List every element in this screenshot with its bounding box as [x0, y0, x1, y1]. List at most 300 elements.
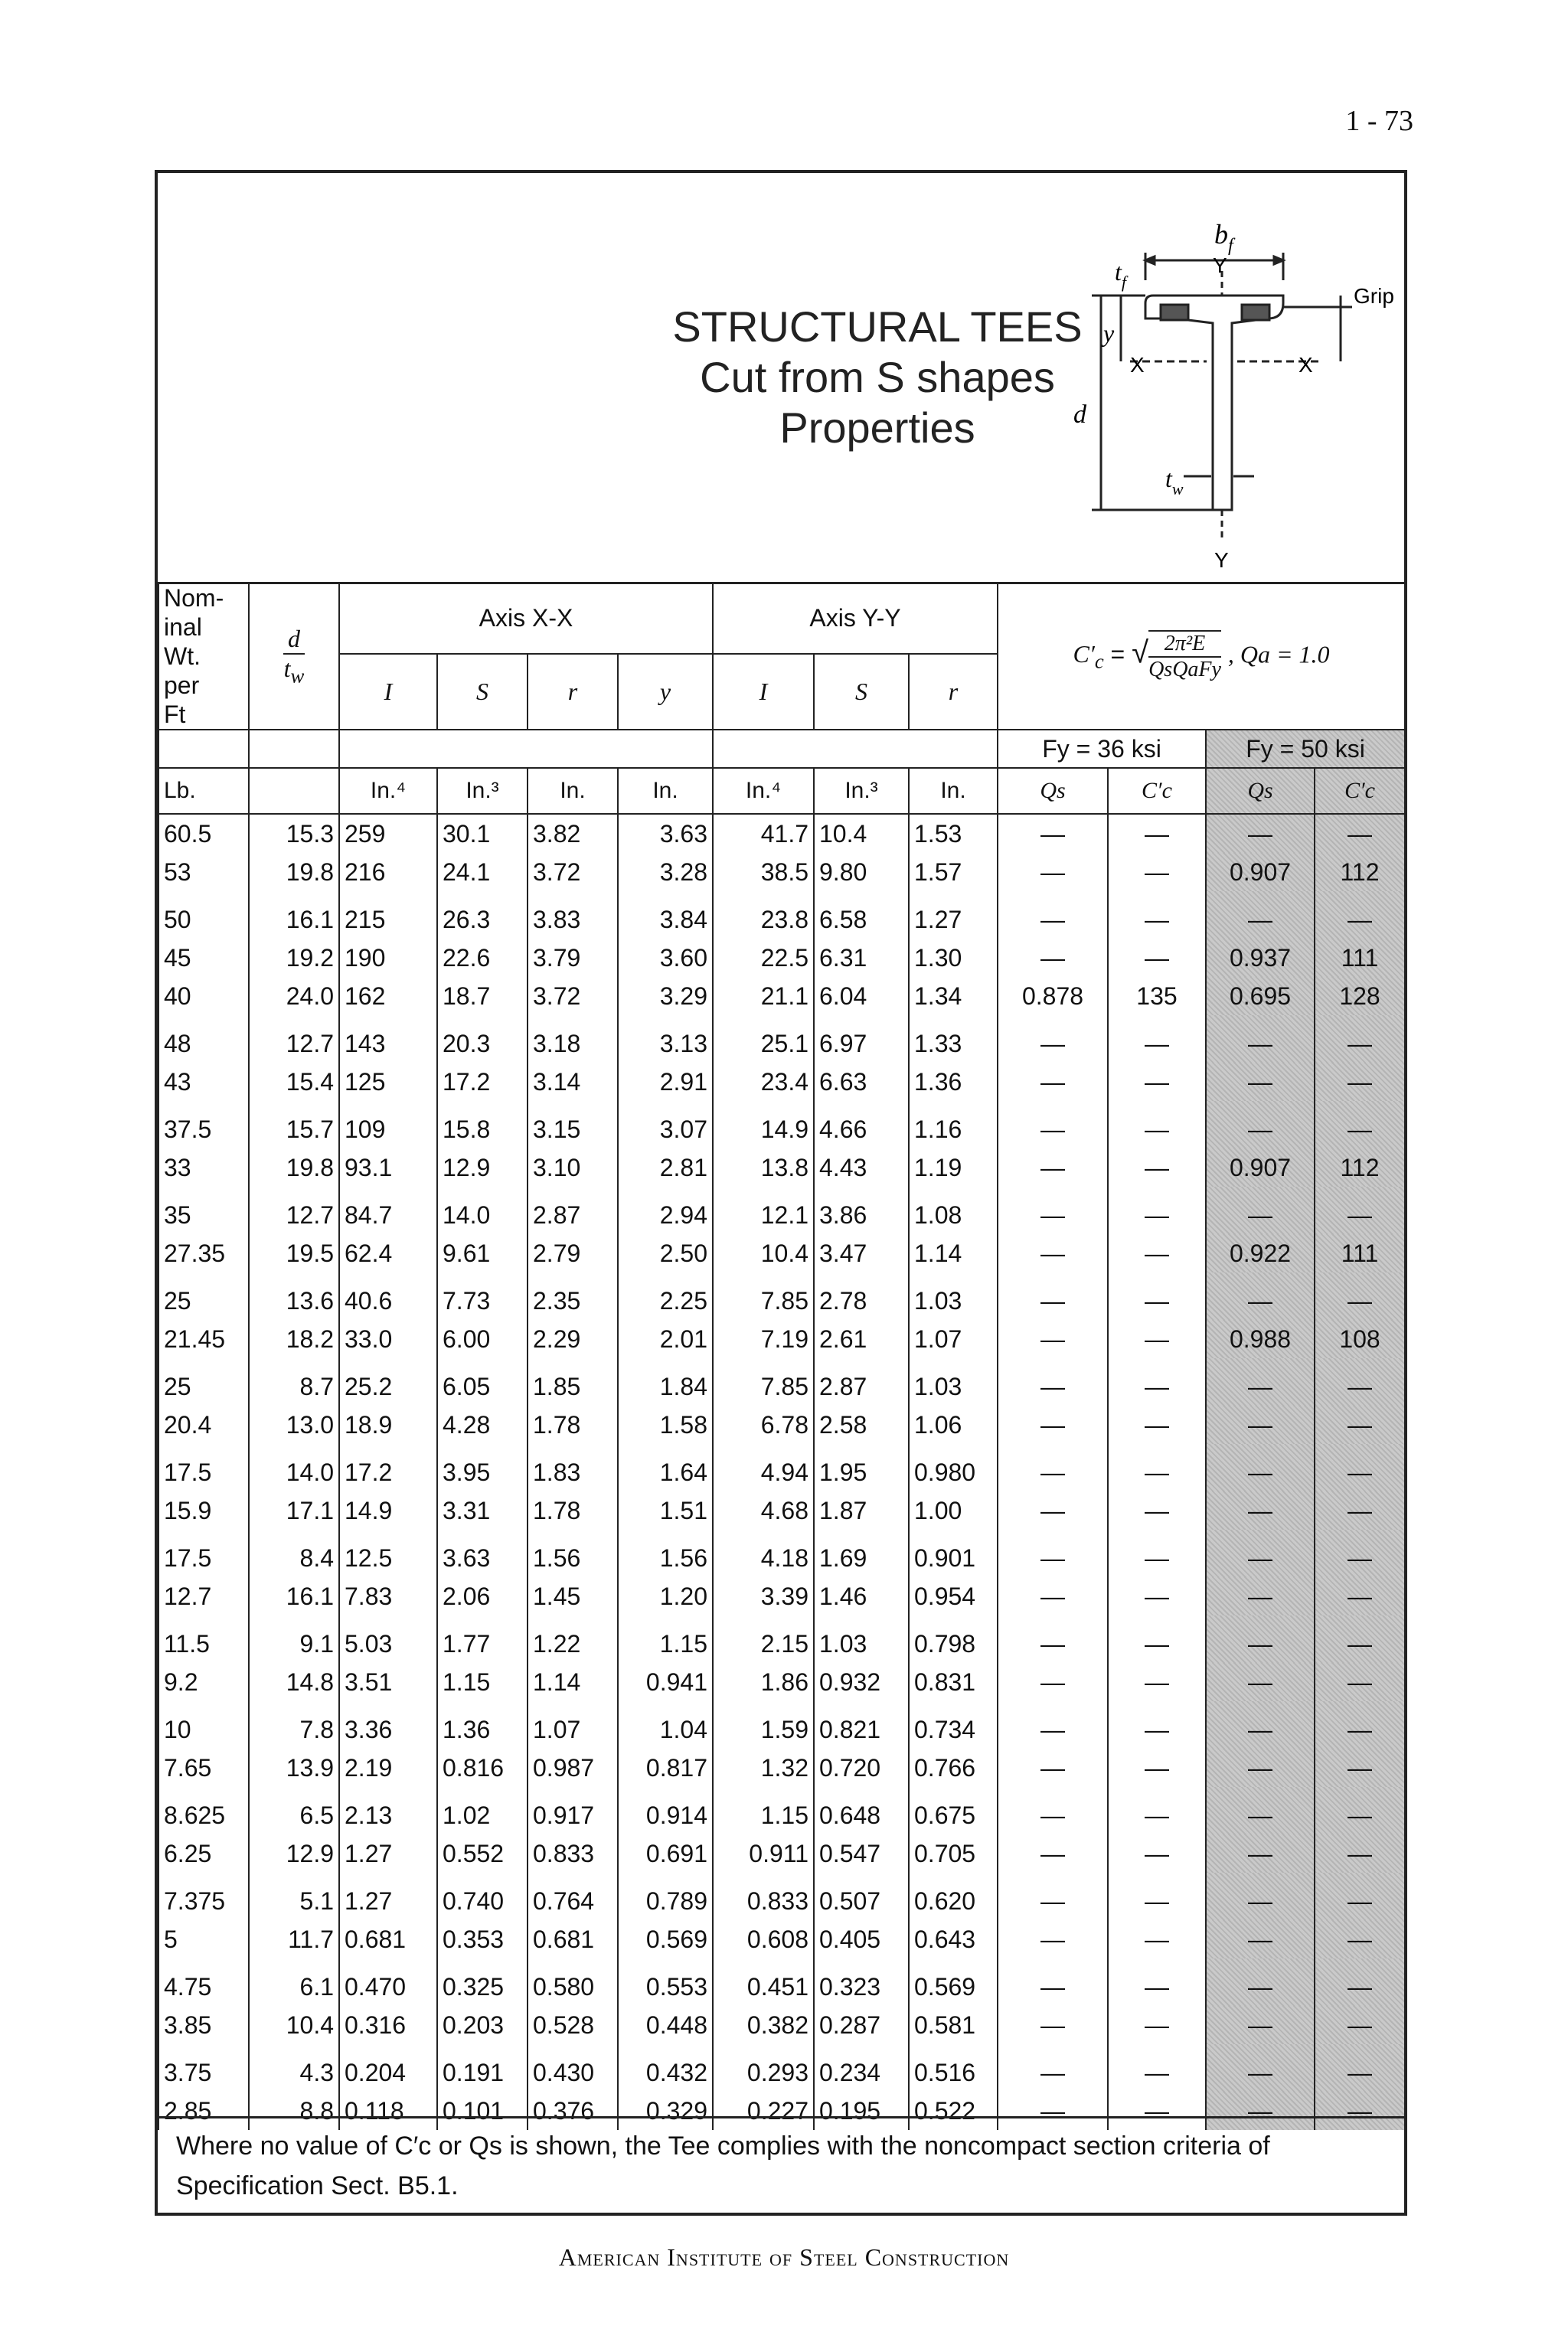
cell-Sx: 17.2: [437, 1063, 528, 1101]
cell-qs36: —: [998, 1530, 1108, 1577]
cell-qs36: —: [998, 1320, 1108, 1358]
cell-qs36: —: [998, 2006, 1108, 2044]
cell-rx: 3.82: [528, 814, 618, 853]
cell-cc50: —: [1315, 1958, 1405, 2006]
cell-dtw: 13.6: [249, 1272, 339, 1320]
cell-Sy: 0.323: [814, 1958, 909, 2006]
cell-cc36: —: [1108, 1787, 1206, 1834]
cell-Iy: 0.911: [713, 1834, 814, 1873]
cell-Ix: 62.4: [339, 1234, 437, 1272]
cell-ry: 1.06: [909, 1406, 998, 1444]
cell-y: 1.20: [618, 1577, 713, 1615]
cell-dtw: 19.8: [249, 1148, 339, 1187]
cell-Sx: 12.9: [437, 1148, 528, 1187]
cell-cc36: —: [1108, 853, 1206, 891]
table-row: [158, 1701, 1405, 1749]
cell-qs50: —: [1206, 1444, 1315, 1491]
cell-cc50: —: [1315, 1834, 1405, 1873]
cell-cc36: —: [1108, 2006, 1206, 2044]
cell-y: 1.58: [618, 1406, 713, 1444]
cell-Sx: 15.8: [437, 1101, 528, 1148]
cell-ry: 0.569: [909, 1958, 998, 2006]
cell-qs50: —: [1206, 1873, 1315, 1920]
cell-qs36: —: [998, 1615, 1108, 1663]
cell-cc36: —: [1108, 1615, 1206, 1663]
cell-Sx: 0.740: [437, 1873, 528, 1920]
d-tw-header: d $t_w$: [249, 583, 339, 730]
cell-cc36: —: [1108, 1834, 1206, 1873]
cell-rx: 0.376: [528, 2092, 618, 2130]
cell-qs50: —: [1206, 1577, 1315, 1615]
cell-dtw: 13.9: [249, 1749, 339, 1787]
cell-cc36: —: [1108, 1063, 1206, 1101]
cell-rx: 1.56: [528, 1530, 618, 1577]
cell-qs36: —: [998, 1063, 1108, 1101]
cell-qs50: —: [1206, 1920, 1315, 1958]
cell-qs50: —: [1206, 1358, 1315, 1406]
cell-Ix: 33.0: [339, 1320, 437, 1358]
cell-dtw: 11.7: [249, 1920, 339, 1958]
cell-qs50: —: [1206, 1187, 1315, 1234]
cell-wt: 17.5: [158, 1444, 249, 1491]
cell-cc36: —: [1108, 1406, 1206, 1444]
cell-y: 1.56: [618, 1530, 713, 1577]
diagram-tf: t: [1115, 258, 1122, 286]
cell-ry: 0.705: [909, 1834, 998, 1873]
cell-qs36: 0.878: [998, 977, 1108, 1015]
cell-Ix: 0.316: [339, 2006, 437, 2044]
cell-Sx: 4.28: [437, 1406, 528, 1444]
tee-section-diagram: [1015, 181, 1398, 579]
cell-rx: 3.79: [528, 939, 618, 977]
table-row: [158, 1272, 1405, 1320]
cell-y: 0.789: [618, 1873, 713, 1920]
diagram-grip: Grip: [1354, 284, 1394, 308]
cell-dtw: 14.8: [249, 1663, 339, 1701]
cell-qs50: 0.922: [1206, 1234, 1315, 1272]
cell-Iy: 12.1: [713, 1187, 814, 1234]
cell-Sy: 0.405: [814, 1920, 909, 1958]
cell-rx: 1.78: [528, 1491, 618, 1530]
cell-Sy: 2.58: [814, 1406, 909, 1444]
cell-qs50: —: [1206, 1101, 1315, 1148]
cell-cc50: —: [1315, 891, 1405, 939]
cell-cc50: —: [1315, 1101, 1405, 1148]
cell-wt: 40: [158, 977, 249, 1015]
table-row: [158, 1358, 1405, 1406]
table-row: [158, 977, 1405, 1015]
cell-Sx: 22.6: [437, 939, 528, 977]
cell-cc50: —: [1315, 1615, 1405, 1663]
cell-qs36: —: [998, 1148, 1108, 1187]
cell-cc50: —: [1315, 1491, 1405, 1530]
cell-Ix: 2.13: [339, 1787, 437, 1834]
cell-dtw: 14.0: [249, 1444, 339, 1491]
unit-y: In.: [618, 768, 713, 814]
cell-cc50: 111: [1315, 1234, 1405, 1272]
cell-qs36: —: [998, 1101, 1108, 1148]
cell-Ix: 2.19: [339, 1749, 437, 1787]
cell-Ix: 17.2: [339, 1444, 437, 1491]
cell-Sx: 6.00: [437, 1320, 528, 1358]
cell-cc36: —: [1108, 1920, 1206, 1958]
cell-cc50: 111: [1315, 939, 1405, 977]
table-row: [158, 891, 1405, 939]
cell-qs50: —: [1206, 1834, 1315, 1873]
diagram-tf-sub: f: [1121, 273, 1127, 292]
cell-qs50: —: [1206, 1015, 1315, 1063]
cell-cc36: —: [1108, 891, 1206, 939]
cell-wt: 25: [158, 1272, 249, 1320]
cell-qs50: —: [1206, 1406, 1315, 1444]
cell-Sx: 3.95: [437, 1444, 528, 1491]
cell-ry: 0.620: [909, 1873, 998, 1920]
cell-qs36: —: [998, 1834, 1108, 1873]
cell-Ix: 215: [339, 891, 437, 939]
diagram-tw-sub: w: [1171, 479, 1184, 498]
cell-cc50: —: [1315, 1272, 1405, 1320]
table-row: [158, 1101, 1405, 1148]
cell-cc50: —: [1315, 2092, 1405, 2130]
cell-Iy: 7.85: [713, 1272, 814, 1320]
unit-ix: In.⁴: [339, 768, 437, 814]
cell-ry: 0.798: [909, 1615, 998, 1663]
cell-cc36: —: [1108, 939, 1206, 977]
cell-cc50: —: [1315, 1663, 1405, 1701]
cell-ry: 1.07: [909, 1320, 998, 1358]
diagram-y-bottom: Y: [1214, 548, 1229, 572]
cell-Iy: 0.227: [713, 2092, 814, 2130]
cell-y: 1.64: [618, 1444, 713, 1491]
cell-Sx: 0.325: [437, 1958, 528, 2006]
cell-dtw: 12.7: [249, 1015, 339, 1063]
cell-Ix: 1.27: [339, 1834, 437, 1873]
cell-Ix: 93.1: [339, 1148, 437, 1187]
cell-Iy: 4.18: [713, 1530, 814, 1577]
cell-ry: 1.36: [909, 1063, 998, 1101]
cell-Sx: 1.36: [437, 1701, 528, 1749]
cell-Sy: 1.03: [814, 1615, 909, 1663]
cell-Sx: 7.73: [437, 1272, 528, 1320]
cell-y: 3.60: [618, 939, 713, 977]
cell-cc36: —: [1108, 1234, 1206, 1272]
cell-y: 3.84: [618, 891, 713, 939]
cell-ry: 0.954: [909, 1577, 998, 1615]
cell-Ix: 125: [339, 1063, 437, 1101]
cell-Sy: 2.87: [814, 1358, 909, 1406]
cell-cc36: —: [1108, 1577, 1206, 1615]
cell-rx: 3.83: [528, 891, 618, 939]
cell-ry: 0.980: [909, 1444, 998, 1491]
cell-dtw: 18.2: [249, 1320, 339, 1358]
unit-blank: [249, 768, 339, 814]
cell-rx: 1.85: [528, 1358, 618, 1406]
cell-Ix: 216: [339, 853, 437, 891]
diagram-d: d: [1073, 400, 1086, 429]
cell-cc36: —: [1108, 1663, 1206, 1701]
cell-cc50: —: [1315, 1787, 1405, 1834]
table-row: [158, 1834, 1405, 1873]
cell-dtw: 6.5: [249, 1787, 339, 1834]
cell-dtw: 8.4: [249, 1530, 339, 1577]
cell-Iy: 21.1: [713, 977, 814, 1015]
cell-cc36: —: [1108, 1530, 1206, 1577]
cell-rx: 3.72: [528, 853, 618, 891]
cell-cc50: —: [1315, 1063, 1405, 1101]
cell-Ix: 18.9: [339, 1406, 437, 1444]
cell-ry: 0.522: [909, 2092, 998, 2130]
cell-wt: 37.5: [158, 1101, 249, 1148]
cell-dtw: 9.1: [249, 1615, 339, 1663]
cell-dtw: 7.8: [249, 1701, 339, 1749]
cell-Sx: 0.552: [437, 1834, 528, 1873]
cell-Iy: 7.85: [713, 1358, 814, 1406]
cell-Iy: 13.8: [713, 1148, 814, 1187]
cell-wt: 33: [158, 1148, 249, 1187]
cell-Sy: 3.86: [814, 1187, 909, 1234]
unit-qs36: Qs: [998, 768, 1108, 814]
cell-qs50: —: [1206, 891, 1315, 939]
cell-ry: 1.57: [909, 853, 998, 891]
cell-cc50: —: [1315, 1920, 1405, 1958]
cell-cc50: —: [1315, 1015, 1405, 1063]
cell-Sy: 0.720: [814, 1749, 909, 1787]
cell-Sy: 0.287: [814, 2006, 909, 2044]
cell-Sx: 0.816: [437, 1749, 528, 1787]
cell-Iy: 41.7: [713, 814, 814, 853]
cell-Ix: 162: [339, 977, 437, 1015]
cell-qs50: 0.695: [1206, 977, 1315, 1015]
cell-cc36: —: [1108, 814, 1206, 853]
cell-cc50: —: [1315, 1358, 1405, 1406]
cell-wt: 3.75: [158, 2044, 249, 2092]
cell-qs36: —: [998, 1749, 1108, 1787]
cell-Ix: 143: [339, 1015, 437, 1063]
cell-wt: 4.75: [158, 1958, 249, 2006]
cell-cc50: —: [1315, 2044, 1405, 2092]
cell-y: 1.84: [618, 1358, 713, 1406]
cell-ry: 1.03: [909, 1358, 998, 1406]
cell-wt: 15.9: [158, 1491, 249, 1530]
cell-rx: 0.987: [528, 1749, 618, 1787]
cell-Sy: 0.547: [814, 1834, 909, 1873]
cell-wt: 8.625: [158, 1787, 249, 1834]
cell-qs36: —: [998, 1358, 1108, 1406]
cell-Sy: 1.95: [814, 1444, 909, 1491]
cell-dtw: 12.9: [249, 1834, 339, 1873]
cell-qs36: —: [998, 1406, 1108, 1444]
units-row: [158, 768, 1405, 814]
cell-Ix: 109: [339, 1101, 437, 1148]
header-row-1: [158, 583, 1405, 654]
cell-dtw: 12.7: [249, 1187, 339, 1234]
cell-qs36: —: [998, 814, 1108, 853]
cell-y: 2.50: [618, 1234, 713, 1272]
cell-Sy: 2.61: [814, 1320, 909, 1358]
cell-Iy: 22.5: [713, 939, 814, 977]
cell-dtw: 8.7: [249, 1358, 339, 1406]
cell-qs50: 0.937: [1206, 939, 1315, 977]
cell-Sy: 0.648: [814, 1787, 909, 1834]
cell-Iy: 6.78: [713, 1406, 814, 1444]
table-row: [158, 1491, 1405, 1530]
cell-y: 0.432: [618, 2044, 713, 2092]
cell-qs36: —: [998, 1663, 1108, 1701]
cell-wt: 60.5: [158, 814, 249, 853]
cell-y: 0.329: [618, 2092, 713, 2130]
cell-dtw: 15.3: [249, 814, 339, 853]
cell-Iy: 0.293: [713, 2044, 814, 2092]
table-row: [158, 1787, 1405, 1834]
diagram-y: y: [1103, 319, 1115, 347]
cell-cc36: —: [1108, 1701, 1206, 1749]
cell-Iy: 7.19: [713, 1320, 814, 1358]
cell-Sy: 9.80: [814, 853, 909, 891]
cell-qs50: —: [1206, 2092, 1315, 2130]
axis-xx-header: Axis X-X: [339, 583, 713, 654]
cell-dtw: 17.1: [249, 1491, 339, 1530]
cell-cc36: —: [1108, 1015, 1206, 1063]
cell-cc36: —: [1108, 2044, 1206, 2092]
cell-ry: 0.643: [909, 1920, 998, 1958]
cell-dtw: 15.4: [249, 1063, 339, 1101]
cell-cc36: —: [1108, 1444, 1206, 1491]
cell-ry: 1.14: [909, 1234, 998, 1272]
cell-Iy: 1.15: [713, 1787, 814, 1834]
cell-dtw: 13.0: [249, 1406, 339, 1444]
table-row: [158, 853, 1405, 891]
cell-Sy: 6.97: [814, 1015, 909, 1063]
cell-rx: 0.430: [528, 2044, 618, 2092]
title-line-1: STRUCTURAL TEES: [672, 302, 1083, 351]
cell-qs36: —: [998, 939, 1108, 977]
iy-header: I: [713, 654, 814, 730]
cell-y: 2.01: [618, 1320, 713, 1358]
cell-rx: 2.35: [528, 1272, 618, 1320]
cell-dtw: 8.8: [249, 2092, 339, 2130]
cell-qs36: —: [998, 1272, 1108, 1320]
cell-dtw: 16.1: [249, 891, 339, 939]
cell-y: 2.25: [618, 1272, 713, 1320]
cell-Ix: 1.27: [339, 1873, 437, 1920]
cell-dtw: 15.7: [249, 1101, 339, 1148]
cell-Sx: 3.63: [437, 1530, 528, 1577]
cell-y: 0.553: [618, 1958, 713, 2006]
cell-wt: 27.35: [158, 1234, 249, 1272]
unit-ry: In.: [909, 768, 998, 814]
title-line-3: Properties: [779, 403, 975, 452]
cell-Sy: 1.46: [814, 1577, 909, 1615]
cell-qs36: —: [998, 1444, 1108, 1491]
cell-cc50: —: [1315, 814, 1405, 853]
cell-dtw: 5.1: [249, 1873, 339, 1920]
cell-qs36: —: [998, 891, 1108, 939]
cell-y: 2.94: [618, 1187, 713, 1234]
cell-dtw: 19.5: [249, 1234, 339, 1272]
cell-Sy: 4.43: [814, 1148, 909, 1187]
cell-Sx: 2.06: [437, 1577, 528, 1615]
cell-Sy: 0.195: [814, 2092, 909, 2130]
fy50-header: Fy = 50 ksi: [1206, 730, 1405, 768]
cell-wt: 7.375: [158, 1873, 249, 1920]
cell-Ix: 14.9: [339, 1491, 437, 1530]
title-box: [158, 173, 1404, 584]
table-row: [158, 2044, 1405, 2092]
cell-y: 1.15: [618, 1615, 713, 1663]
cell-Iy: 0.833: [713, 1873, 814, 1920]
cell-cc36: —: [1108, 1749, 1206, 1787]
cell-ry: 0.581: [909, 2006, 998, 2044]
cell-Ix: 7.83: [339, 1577, 437, 1615]
cell-wt: 7.65: [158, 1749, 249, 1787]
formula-header: $C'_c$ = √ 2π²E QsQaFy , Qa = 1.0: [998, 583, 1405, 730]
cell-Sx: 9.61: [437, 1234, 528, 1272]
cell-y: 0.569: [618, 1920, 713, 1958]
cell-rx: 1.78: [528, 1406, 618, 1444]
cell-wt: 17.5: [158, 1530, 249, 1577]
cell-Iy: 14.9: [713, 1101, 814, 1148]
cell-ry: 1.30: [909, 939, 998, 977]
cell-Ix: 0.470: [339, 1958, 437, 2006]
cell-rx: 3.15: [528, 1101, 618, 1148]
unit-sx: In.³: [437, 768, 528, 814]
cell-Sx: 14.0: [437, 1187, 528, 1234]
cell-Sx: 1.02: [437, 1787, 528, 1834]
cell-ry: 0.734: [909, 1701, 998, 1749]
cell-Iy: 1.59: [713, 1701, 814, 1749]
y-header: y: [618, 654, 713, 730]
cell-Sy: 1.87: [814, 1491, 909, 1530]
cell-Ix: 12.5: [339, 1530, 437, 1577]
table-row: [158, 1234, 1405, 1272]
cell-qs50: —: [1206, 1787, 1315, 1834]
diagram-tw: t: [1165, 465, 1172, 492]
cell-cc50: 112: [1315, 853, 1405, 891]
table-row: [158, 939, 1405, 977]
cell-y: 0.941: [618, 1663, 713, 1701]
table-row: [158, 1873, 1405, 1920]
cell-Sx: 1.15: [437, 1663, 528, 1701]
cell-qs50: 0.907: [1206, 853, 1315, 891]
svg-text:bf: [1214, 219, 1236, 256]
cell-rx: 2.87: [528, 1187, 618, 1234]
cell-y: 2.81: [618, 1148, 713, 1187]
cell-wt: 48: [158, 1015, 249, 1063]
table-row: [158, 1530, 1405, 1577]
cell-cc36: —: [1108, 1101, 1206, 1148]
cell-Iy: 4.94: [713, 1444, 814, 1491]
table-row: [158, 1320, 1405, 1358]
cell-rx: 0.833: [528, 1834, 618, 1873]
table-row: [158, 1920, 1405, 1958]
cell-cc36: —: [1108, 1272, 1206, 1320]
cell-Sx: 0.353: [437, 1920, 528, 1958]
cell-Sy: 6.63: [814, 1063, 909, 1101]
cell-wt: 43: [158, 1063, 249, 1101]
cell-rx: 3.10: [528, 1148, 618, 1187]
cell-Sx: 24.1: [437, 853, 528, 891]
cell-Sx: 0.203: [437, 2006, 528, 2044]
cell-y: 3.28: [618, 853, 713, 891]
cell-rx: 3.72: [528, 977, 618, 1015]
cell-Sy: 0.234: [814, 2044, 909, 2092]
table-row: [158, 1406, 1405, 1444]
sy-header: S: [814, 654, 909, 730]
cell-rx: 1.22: [528, 1615, 618, 1663]
cell-Ix: 25.2: [339, 1358, 437, 1406]
cell-qs50: 0.907: [1206, 1148, 1315, 1187]
cell-qs50: —: [1206, 2006, 1315, 2044]
